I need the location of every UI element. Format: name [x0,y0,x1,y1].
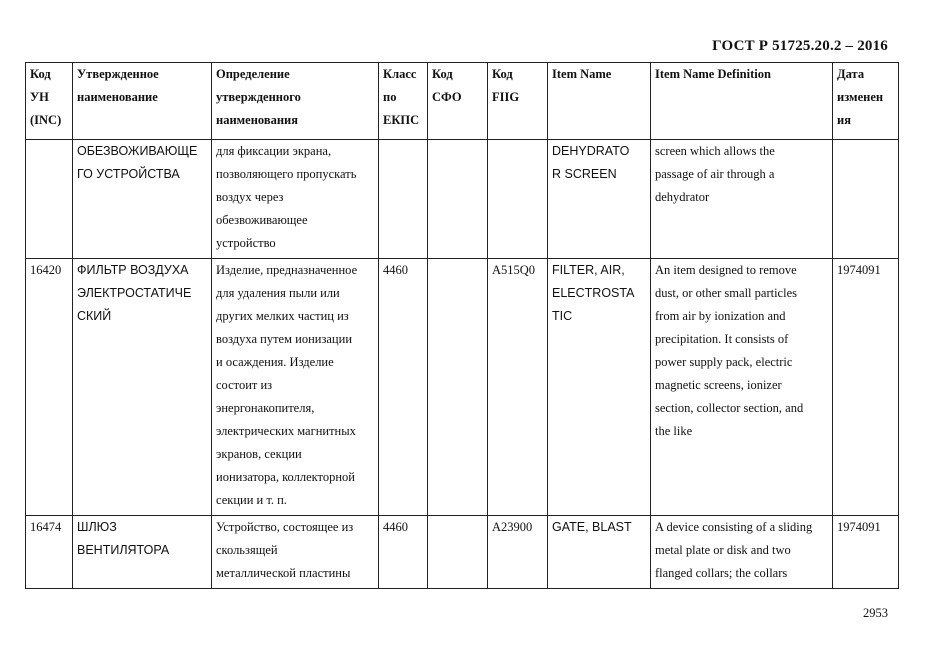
cell-change-date: 1974091 [833,259,899,516]
cell-definition-line: для удаления пыли или [216,286,340,300]
table-row [26,259,899,516]
cell-inc [26,140,73,259]
cell-ekps-class: 4460 [379,259,428,516]
cell-change-date [833,140,899,259]
cell-definition-line: энергонакопителя, [216,401,315,415]
header-change-date: Дата изменен ия [833,63,899,140]
cell-item-name-line: GATE, BLAST [552,520,632,534]
cell-fiig-code: A23900 [488,516,548,589]
header-fiig-code: Код FIIG [488,63,548,140]
header-approved-name: Утвержденное наименование [73,63,212,140]
cell-definition [212,516,379,589]
cell-sfo-code [428,516,488,589]
cell-definition [212,140,379,259]
cell-item-name-definition-line: precipitation. It consists of [655,332,789,346]
cell-approved-name-line: ВЕНТИЛЯТОРА [77,543,170,557]
classifier-table [25,62,899,589]
cell-definition-line: Изделие, предназначенное [216,263,358,277]
cell-inc: 16474 [26,516,73,589]
cell-approved-name-line: СКИЙ [77,309,112,323]
table-row [26,516,899,589]
cell-item-name-line: TIC [552,309,573,323]
cell-definition-line: позволяющего пропускать [216,167,357,181]
header-definition: Определение утвержденного наименования [212,63,379,140]
table-header-row [26,63,899,140]
cell-item-name-definition [651,259,833,516]
cell-approved-name-line: ЭЛЕКТРОСТАТИЧЕ [77,286,192,300]
header-ekps-class: Класс по ЕКПС [379,63,428,140]
cell-definition-line: секции и т. п. [216,493,287,507]
cell-definition-line: скользящей [216,543,278,557]
cell-item-name-line: R SCREEN [552,167,617,181]
cell-item-name-definition-line: A device consisting of a sliding [655,520,813,534]
cell-approved-name [73,259,212,516]
header-sfo-code: Код СФО [428,63,488,140]
cell-definition-line: состоит из [216,378,273,392]
cell-definition-line: металлической пластины [216,566,351,580]
cell-definition-line: обезвоживающее [216,213,308,227]
cell-item-name [548,516,651,589]
cell-item-name-definition-line: section, collector section, and [655,401,804,415]
cell-approved-name [73,140,212,259]
cell-approved-name [73,516,212,589]
cell-definition-line: Устройство, состоящее из [216,520,354,534]
cell-inc: 16420 [26,259,73,516]
header-item-name-definition: Item Name Definition [651,63,833,140]
cell-item-name-definition-line: from air by ionization and [655,309,786,323]
cell-definition-line: ионизатора, коллекторной [216,470,355,484]
cell-approved-name-line: ШЛЮЗ [77,520,117,534]
table-row [26,140,899,259]
cell-item-name-line: ELECTROSTA [552,286,635,300]
cell-item-name [548,259,651,516]
cell-item-name-definition [651,140,833,259]
cell-definition [212,259,379,516]
cell-fiig-code: A515Q0 [488,259,548,516]
cell-item-name-definition-line: An item designed to remove [655,263,797,277]
cell-approved-name-line: ОБЕЗВОЖИВАЮЩЕ [77,144,198,158]
cell-item-name-definition-line: passage of air through a [655,167,775,181]
cell-fiig-code [488,140,548,259]
cell-sfo-code [428,259,488,516]
cell-definition-line: экранов, секции [216,447,302,461]
cell-definition-line: и осаждения. Изделие [216,355,334,369]
cell-ekps-class [379,140,428,259]
cell-item-name-line: FILTER, AIR, [552,263,625,277]
cell-change-date: 1974091 [833,516,899,589]
cell-approved-name-line: ГО УСТРОЙСТВА [77,167,180,181]
cell-definition-line: других мелких частиц из [216,309,349,323]
cell-item-name-definition-line: the like [655,424,693,438]
cell-approved-name-line: ФИЛЬТР ВОЗДУХА [77,263,189,277]
cell-item-name-definition-line: magnetic screens, ionizer [655,378,782,392]
header-item-name: Item Name [548,63,651,140]
header-inc: Код УН (INC) [26,63,73,140]
cell-item-name-definition-line: power supply pack, electric [655,355,793,369]
cell-ekps-class: 4460 [379,516,428,589]
cell-definition-line: воздух через [216,190,284,204]
document-standard-header: ГОСТ Р 51725.20.2 – 2016 [712,38,888,54]
cell-definition-line: воздуха путем ионизации [216,332,353,346]
page-number: 2953 [863,606,888,620]
cell-item-name-definition-line: screen which allows the [655,144,775,158]
cell-item-name [548,140,651,259]
cell-definition-line: устройство [216,236,276,250]
cell-definition-line: для фиксации экрана, [216,144,332,158]
cell-item-name-definition-line: dust, or other small particles [655,286,797,300]
cell-definition-line: электрических магнитных [216,424,356,438]
cell-item-name-definition-line: flanged collars; the collars [655,566,788,580]
cell-item-name-definition [651,516,833,589]
cell-item-name-definition-line: metal plate or disk and two [655,543,791,557]
cell-item-name-definition-line: dehydrator [655,190,710,204]
cell-sfo-code [428,140,488,259]
cell-item-name-line: DEHYDRATO [552,144,630,158]
